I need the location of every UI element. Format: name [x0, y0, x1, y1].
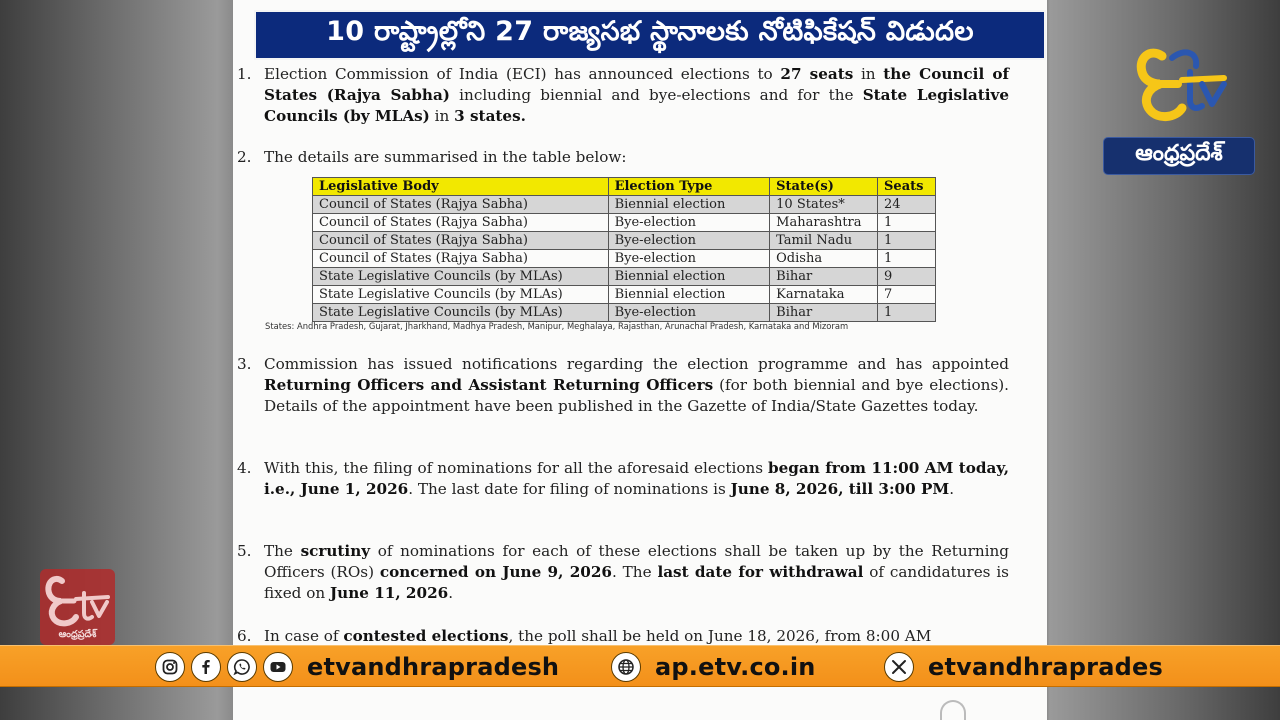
table-header-row — [313, 178, 936, 196]
table-cell: Biennial election — [608, 268, 770, 286]
paragraph-text: The scrutiny of nominations for each of these elections shall be taken up by the Returning Officers (ROs) concerned on June 9, 2026. The last date for withdrawal of candidatures is fixed on June 11, 2026. — [264, 542, 1010, 602]
x-twitter-icon[interactable] — [884, 652, 914, 682]
table-row — [313, 232, 936, 250]
whatsapp-icon[interactable] — [227, 652, 257, 682]
paragraph-3 — [237, 354, 1009, 417]
table-cell: Council of States (Rajya Sabha) — [313, 250, 609, 268]
paragraph-6 — [237, 626, 1009, 647]
column-header-states: State(s) — [770, 178, 878, 196]
table-cell: 9 — [878, 268, 936, 286]
paragraph-text: With this, the filing of nominations for all the aforesaid elections began from 11:00 AM today, i.e., June 1, 2026. The last date for filing of nominations is June 8, 2026, till 3:00 PM. — [264, 459, 1009, 498]
paragraph-number: 4. — [237, 459, 252, 477]
x-group — [884, 646, 1163, 688]
table-row — [313, 286, 936, 304]
paragraph-1 — [237, 64, 1009, 127]
social-icons-group — [155, 646, 559, 688]
website-link[interactable]: ap.etv.co.in — [655, 653, 816, 681]
table-cell: 24 — [878, 196, 936, 214]
watermark-label: ఆంధ్రప్రదేశ్ — [58, 629, 97, 640]
table-cell: State Legislative Councils (by MLAs) — [313, 286, 609, 304]
table-cell: State Legislative Councils (by MLAs) — [313, 304, 609, 322]
table-row — [313, 304, 936, 322]
paragraph-number: 3. — [237, 355, 252, 373]
paragraph-text: Commission has issued notifications regarding the election programme and has appointed Returning Officers and Assistant Returning Officers (for both biennial and bye elections). Details of the appointment have been published in the Gazette of India/State Gazettes today. — [264, 355, 1010, 415]
x-handle[interactable]: etvandhraprades — [928, 653, 1163, 681]
partial-seal-mark — [940, 700, 966, 720]
website-group — [611, 646, 816, 688]
table-cell: Maharashtra — [770, 214, 878, 232]
table-row — [313, 214, 936, 232]
table-cell: 7 — [878, 286, 936, 304]
paragraph-text: Election Commission of India (ECI) has announced elections to 27 seats in the Council of States (Rajya Sabha) including biennial and bye-elections and for the State Legislative Councils (by MLAs) in 3 states. — [264, 65, 1010, 125]
table-cell: Bye-election — [608, 214, 770, 232]
table-cell: Bye-election — [608, 250, 770, 268]
elections-summary-table — [312, 177, 936, 322]
table-cell: Bye-election — [608, 232, 770, 250]
table-cell: Odisha — [770, 250, 878, 268]
social-media-bar — [0, 645, 1280, 687]
table-cell: Bye-election — [608, 304, 770, 322]
bottom-strip — [0, 687, 1280, 720]
etv-logo-icon — [1132, 38, 1230, 124]
table-row — [313, 250, 936, 268]
social-handle[interactable]: etvandhrapradesh — [307, 653, 560, 681]
table-cell: 1 — [878, 304, 936, 322]
table-footnote: States: Andhra Pradesh, Gujarat, Jharkhand, Madhya Pradesh, Manipur, Meghalaya, Rajasthan, Arunachal Pradesh, Karnataka and Mizoram — [265, 321, 849, 331]
instagram-icon[interactable] — [155, 652, 185, 682]
paragraph-number: 1. — [237, 65, 252, 83]
paragraph-2 — [237, 147, 1009, 168]
paragraph-text: In case of contested elections, the poll shall be held on June 18, 2026, from 8:00 AM — [264, 627, 932, 645]
paragraph-text: The details are summarised in the table below: — [264, 148, 627, 166]
table-cell: 1 — [878, 232, 936, 250]
table-cell: Tamil Nadu — [770, 232, 878, 250]
paragraph-4 — [237, 458, 1009, 500]
paragraph-5 — [237, 541, 1009, 604]
paragraph-number: 5. — [237, 542, 252, 560]
facebook-icon[interactable] — [191, 652, 221, 682]
table-cell: 10 States* — [770, 196, 878, 214]
table-cell: Council of States (Rajya Sabha) — [313, 232, 609, 250]
etv-watermark-icon — [40, 569, 115, 629]
table-row — [313, 196, 936, 214]
column-header-election-type: Election Type — [608, 178, 770, 196]
column-header-legislative-body: Legislative Body — [313, 178, 609, 196]
table-cell: Biennial election — [608, 286, 770, 304]
column-header-seats: Seats — [878, 178, 936, 196]
table-cell: Karnataka — [770, 286, 878, 304]
table-cell: 1 — [878, 214, 936, 232]
globe-icon — [611, 652, 641, 682]
region-badge: ఆంధ్రప్రదేశ్ — [1103, 137, 1255, 175]
table-cell: State Legislative Councils (by MLAs) — [313, 268, 609, 286]
table-cell: Council of States (Rajya Sabha) — [313, 214, 609, 232]
paragraph-number: 2. — [237, 148, 252, 166]
channel-watermark — [40, 569, 115, 645]
table-cell: Biennial election — [608, 196, 770, 214]
paragraph-number: 6. — [237, 627, 252, 645]
youtube-icon[interactable] — [263, 652, 293, 682]
table-cell: Bihar — [770, 268, 878, 286]
table-cell: 1 — [878, 250, 936, 268]
table-cell: Bihar — [770, 304, 878, 322]
table-row — [313, 268, 936, 286]
news-headline: 10 రాష్ట్రాల్లోని 27 రాజ్యసభ స్థానాలకు నోటిఫికేషన్ విడుదల — [254, 10, 1046, 60]
etv-logo — [1132, 38, 1230, 124]
table-cell: Council of States (Rajya Sabha) — [313, 196, 609, 214]
